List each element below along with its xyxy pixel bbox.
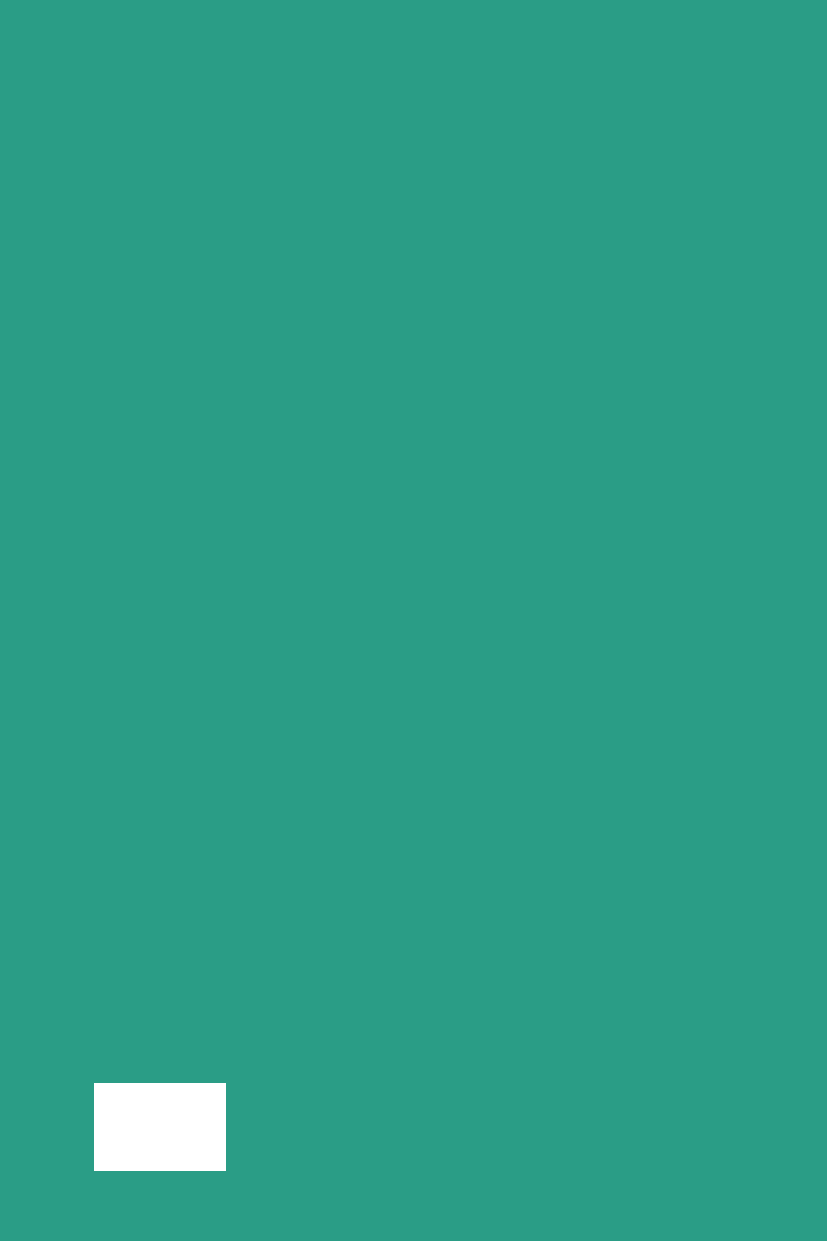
- barcode-bars-icon: [102, 1099, 218, 1155]
- isbn-barcode: [94, 1083, 226, 1171]
